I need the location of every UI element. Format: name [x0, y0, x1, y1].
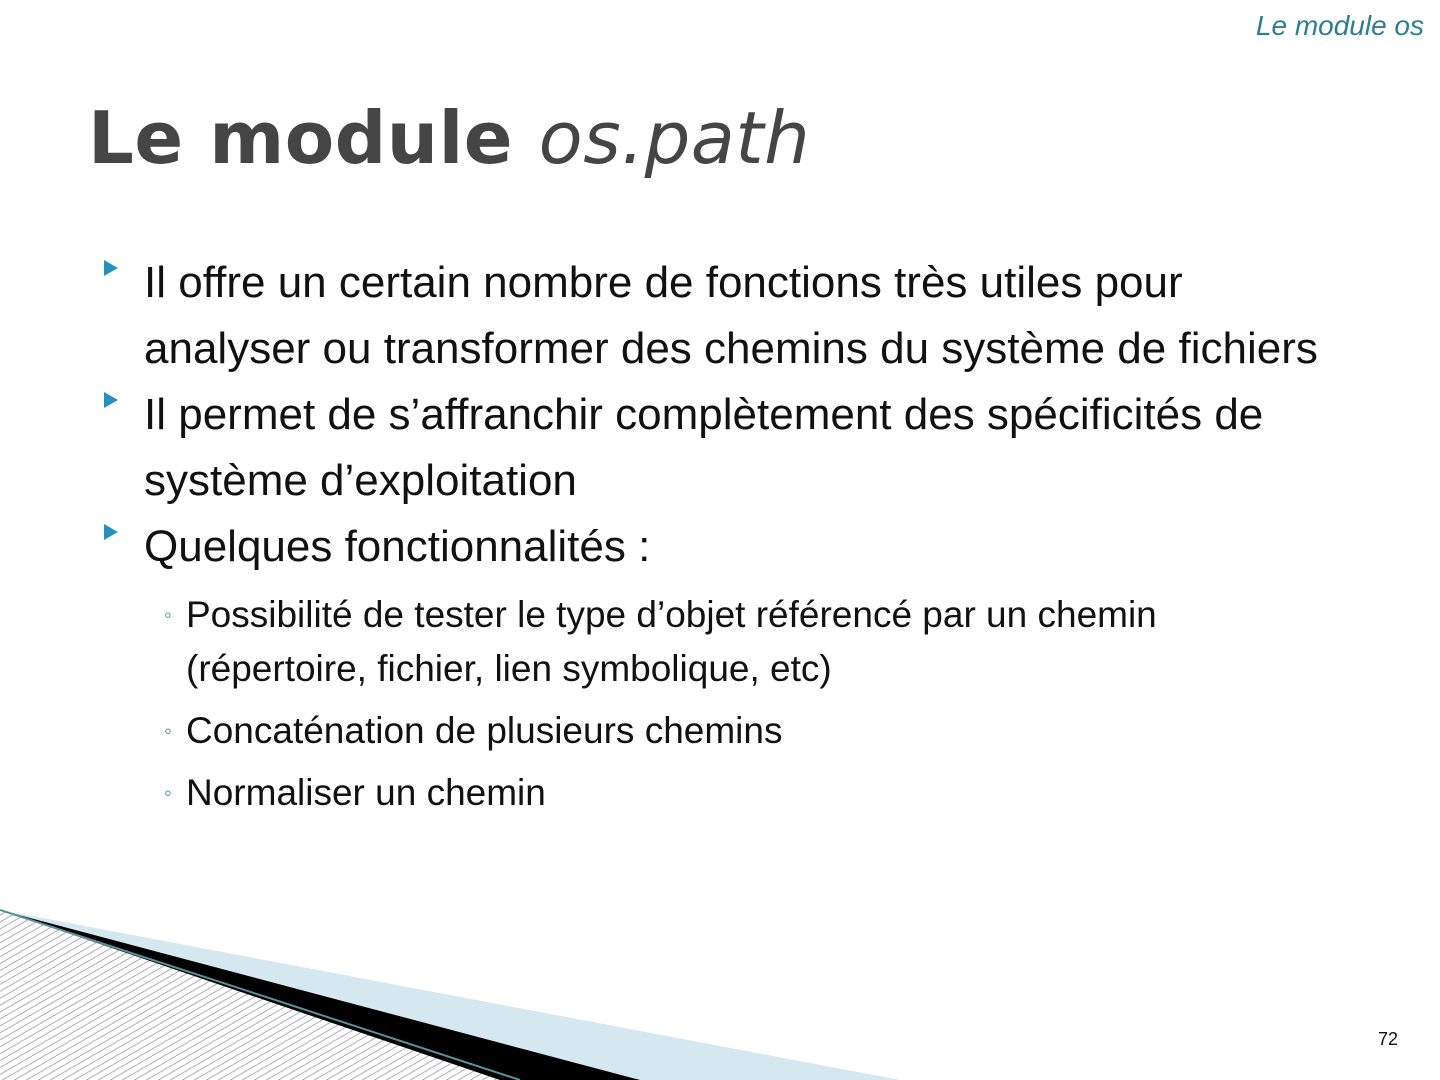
sub-bullet-item [164, 766, 1334, 820]
triangle-bullet-icon [104, 524, 118, 540]
bullet-text: Il offre un certain nombre de fonctions très utiles pour analyser ou transformer des chemins du système de fichiers [144, 258, 1318, 373]
bullet-text: Il permet de s’affranchir complètement des spécificités de système d’exploitation [144, 390, 1264, 505]
sub-bullet-item [164, 588, 1334, 696]
bullet-item [104, 382, 1334, 514]
bullet-text: Quelques fonctionnalités : [144, 522, 651, 571]
triangle-bullet-icon [104, 260, 118, 276]
sub-bullet-text: Concaténation de plusieurs chemins [186, 710, 783, 751]
bullet-list [104, 250, 1334, 820]
title-italic: os.path [538, 96, 811, 180]
circle-bullet-icon: ◦ [164, 718, 172, 743]
sub-bullet-text: Possibilité de tester le type d’objet référencé par un chemin (répertoire, fichier, lien symbolique, etc) [186, 594, 1157, 689]
header-label: Le module os [1255, 10, 1424, 41]
title-plain: Le module [88, 96, 514, 180]
bullet-item [104, 250, 1334, 382]
decorative-wedge [0, 880, 900, 1080]
bullet-item [104, 514, 1334, 580]
circle-bullet-icon: ◦ [164, 780, 172, 805]
sub-bullet-item [164, 704, 1334, 758]
page-number: 72 [1377, 1029, 1398, 1049]
triangle-bullet-icon [104, 392, 118, 408]
circle-bullet-icon: ◦ [164, 602, 172, 627]
sub-bullet-text: Normaliser un chemin [186, 772, 546, 813]
page-title [88, 96, 810, 180]
